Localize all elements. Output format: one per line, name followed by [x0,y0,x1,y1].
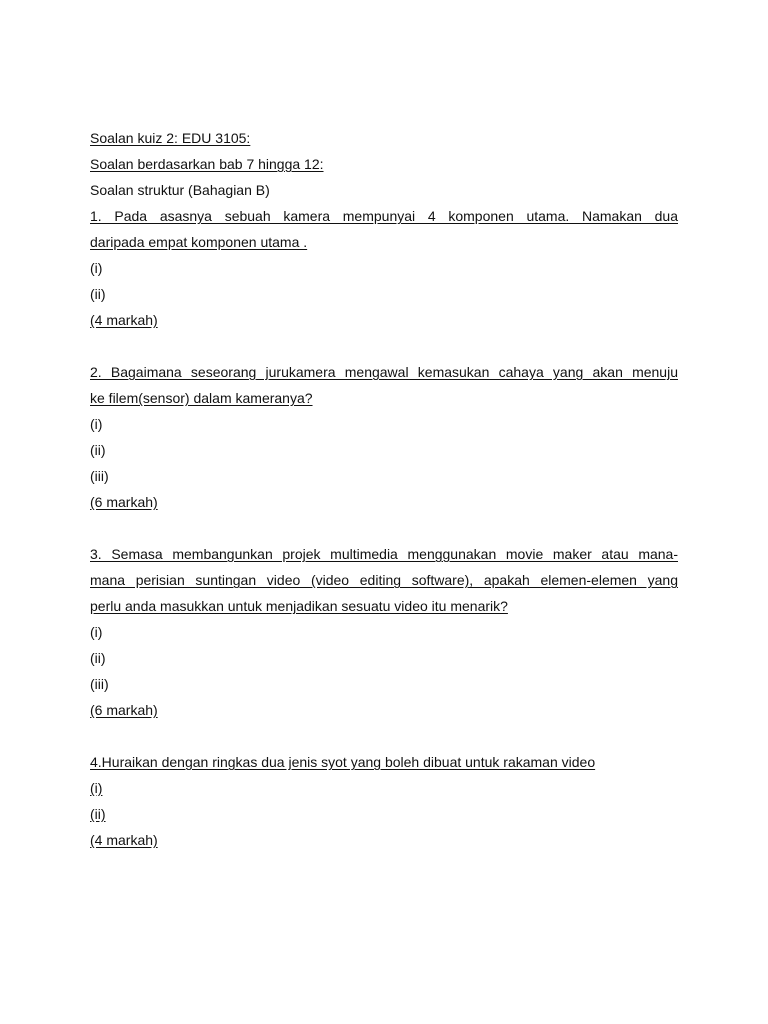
question-2 [90,359,678,515]
question-2-text-line-1: 2. Bagaimana seseorang jurukamera mengawal kemasukan cahaya yang akan menuju [90,364,678,380]
question-1-answer-i: (i) [90,260,103,276]
question-1-text-line-2: daripada empat komponen utama . [90,234,308,250]
question-1-marks: (4 markah) [90,312,158,328]
question-3-answer-iii: (iii) [90,676,109,692]
question-3-text-line-3: perlu anda masukkan untuk menjadikan sesuatu video itu menarik? [90,598,508,614]
question-2-answer-iii: (iii) [90,468,109,484]
section-heading: Soalan struktur (Bahagian B) [90,182,270,198]
question-2-marks: (6 markah) [90,494,158,510]
quiz-content [90,125,678,853]
spacer [90,333,678,359]
question-1 [90,203,678,333]
question-4-marks: (4 markah) [90,832,158,848]
question-4-answer-i: (i) [90,780,103,796]
question-4 [90,749,678,853]
quiz-title: Soalan kuiz 2: EDU 3105: [90,130,251,146]
question-3-text-line-1: 3. Semasa membangunkan projek multimedia menggunakan movie maker atau mana- [90,546,678,562]
question-4-answer-ii: (ii) [90,806,106,822]
question-2-answer-i: (i) [90,416,103,432]
question-1-answer-ii: (ii) [90,286,106,302]
spacer [90,515,678,541]
question-1-text-line-1: 1. Pada asasnya sebuah kamera mempunyai 4 komponen utama. Namakan dua [90,208,678,224]
question-3-answer-ii: (ii) [90,650,106,666]
question-3-marks: (6 markah) [90,702,158,718]
question-2-text-line-2: ke filem(sensor) dalam kameranya? [90,390,313,406]
question-3-answer-i: (i) [90,624,103,640]
question-2-answer-ii: (ii) [90,442,106,458]
chapters-heading: Soalan berdasarkan bab 7 hingga 12: [90,156,324,172]
spacer [90,723,678,749]
question-4-text-line-1: 4.Huraikan dengan ringkas dua jenis syot yang boleh dibuat untuk rakaman video [90,754,596,770]
question-3 [90,541,678,723]
question-3-text-line-2: mana perisian suntingan video (video editing software), apakah elemen-elemen yang [90,572,678,588]
